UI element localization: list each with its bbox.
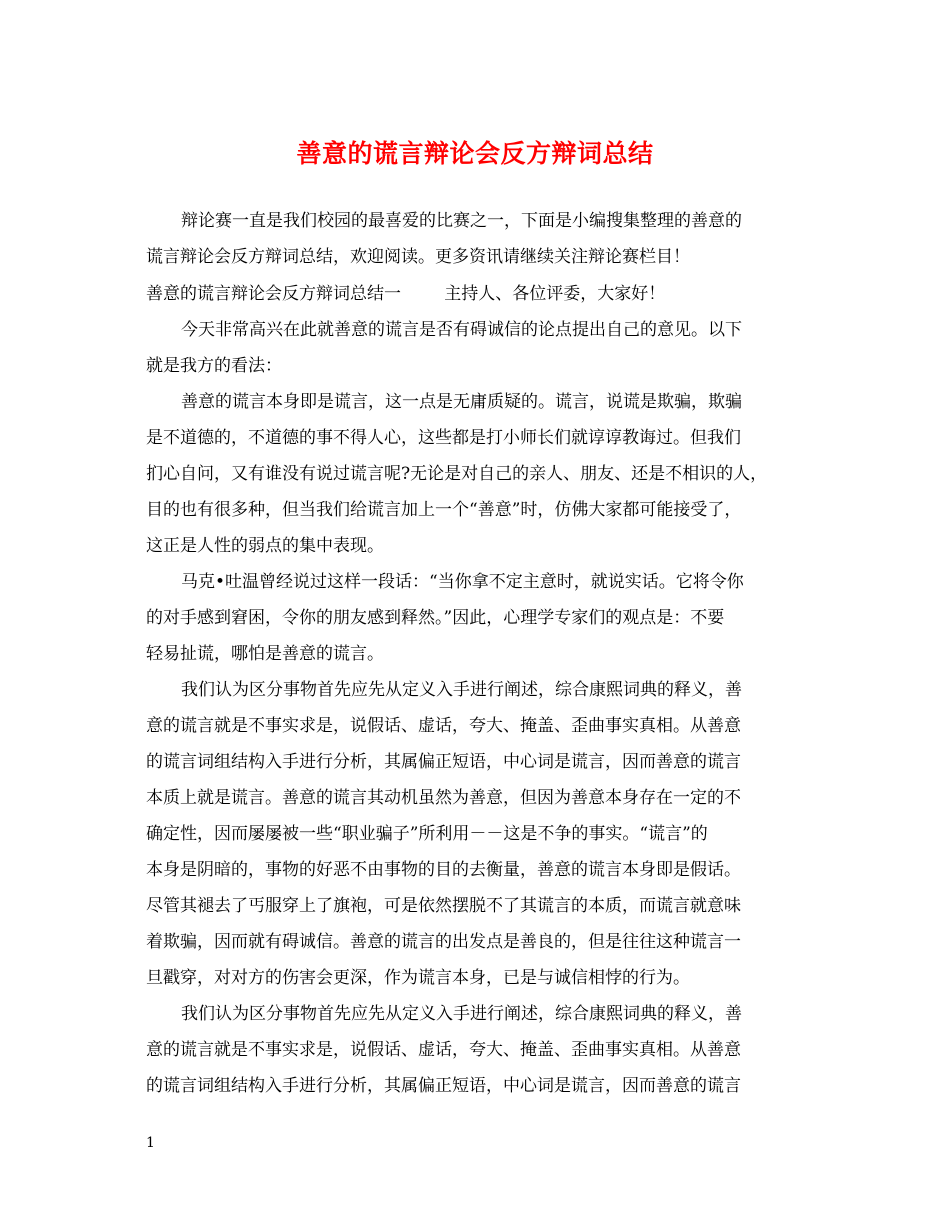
- text-line: 的谎言词组结构入手进行分析，其属偏正短语，中心词是谎言，因而善意的谎言: [146, 752, 741, 772]
- text-line: 是不道德的，不道德的事不得人心，这些都是打小师长们就谆谆教诲过。但我们: [146, 428, 741, 448]
- text-line: 我们认为区分事物首先应先从定义入手进行阐述，综合康熙词典的释义，善: [181, 680, 742, 700]
- text-line: 这正是人性的弱点的集中表现。: [146, 536, 384, 556]
- text-line: 善意的谎言本身即是谎言，这一点是无庸质疑的。谎言，说谎是欺骗，欺骗: [181, 392, 742, 412]
- text-line: 轻易扯谎，哪怕是善意的谎言。: [146, 644, 384, 664]
- text-line: 尽管其褪去了丐服穿上了旗袍，可是依然摆脱不了其谎言的本质，而谎言就意味: [146, 896, 741, 916]
- text-line: 辩论赛一直是我们校园的最喜爱的比赛之一，下面是小编搜集整理的善意的: [181, 211, 742, 231]
- text-line: 目的也有很多种，但当我们给谎言加上一个“善意”时，仿佛大家都可能接受了，: [146, 500, 742, 520]
- text-line: 本身是阴暗的，事物的好恶不由事物的目的去衡量，善意的谎言本身即是假话。: [146, 860, 741, 880]
- text-line: 旦戳穿，对对方的伤害会更深，作为谎言本身，已是与诚信相悖的行为。: [146, 968, 690, 988]
- text-line: 本质上就是谎言。善意的谎言其动机虽然为善意，但因为善意本身存在一定的不: [146, 788, 741, 808]
- text-line: 扪心自问，又有谁没有说过谎言呢?无论是对自己的亲人、朋友、还是不相识的人，: [146, 464, 768, 484]
- text-line: 我们认为区分事物首先应先从定义入手进行阐述，综合康熙词典的释义，善: [181, 1004, 742, 1024]
- text-line: 就是我方的看法：: [146, 356, 282, 376]
- text-line: 谎言辩论会反方辩词总结，欢迎阅读。更多资讯请继续关注辩论赛栏目！: [146, 247, 690, 267]
- text-line: 的对手感到窘困，令你的朋友感到释然。”因此，心理学专家们的观点是：不要: [146, 608, 725, 628]
- text-line: 确定性，因而屡屡被一些“职业骗子”所利用－－这是不争的事实。“谎言”的: [146, 824, 708, 844]
- document-title: 善意的谎言辩论会反方辩词总结: [296, 139, 654, 168]
- text-line: 着欺骗，因而就有碍诚信。善意的谎言的出发点是善良的，但是往往这种谎言一: [146, 932, 741, 952]
- text-line: 今天非常高兴在此就善意的谎言是否有碍诚信的论点提出自己的意见。以下: [181, 320, 742, 340]
- page-number: 1: [146, 1135, 155, 1151]
- text-line: 的谎言词组结构入手进行分析，其属偏正短语，中心词是谎言，因而善意的谎言: [146, 1076, 741, 1096]
- text-line: 善意的谎言辩论会反方辩词总结一 主持人、各位评委，大家好！: [146, 284, 666, 304]
- text-line: 意的谎言就是不事实求是，说假话、虚话，夸大、掩盖、歪曲事实真相。从善意: [146, 716, 741, 736]
- text-line: 意的谎言就是不事实求是，说假话、虚话，夸大、掩盖、歪曲事实真相。从善意: [146, 1040, 741, 1060]
- text-line: 马克•吐温曾经说过这样一段话：“当你拿不定主意时，就说实话。它将令你: [181, 572, 744, 592]
